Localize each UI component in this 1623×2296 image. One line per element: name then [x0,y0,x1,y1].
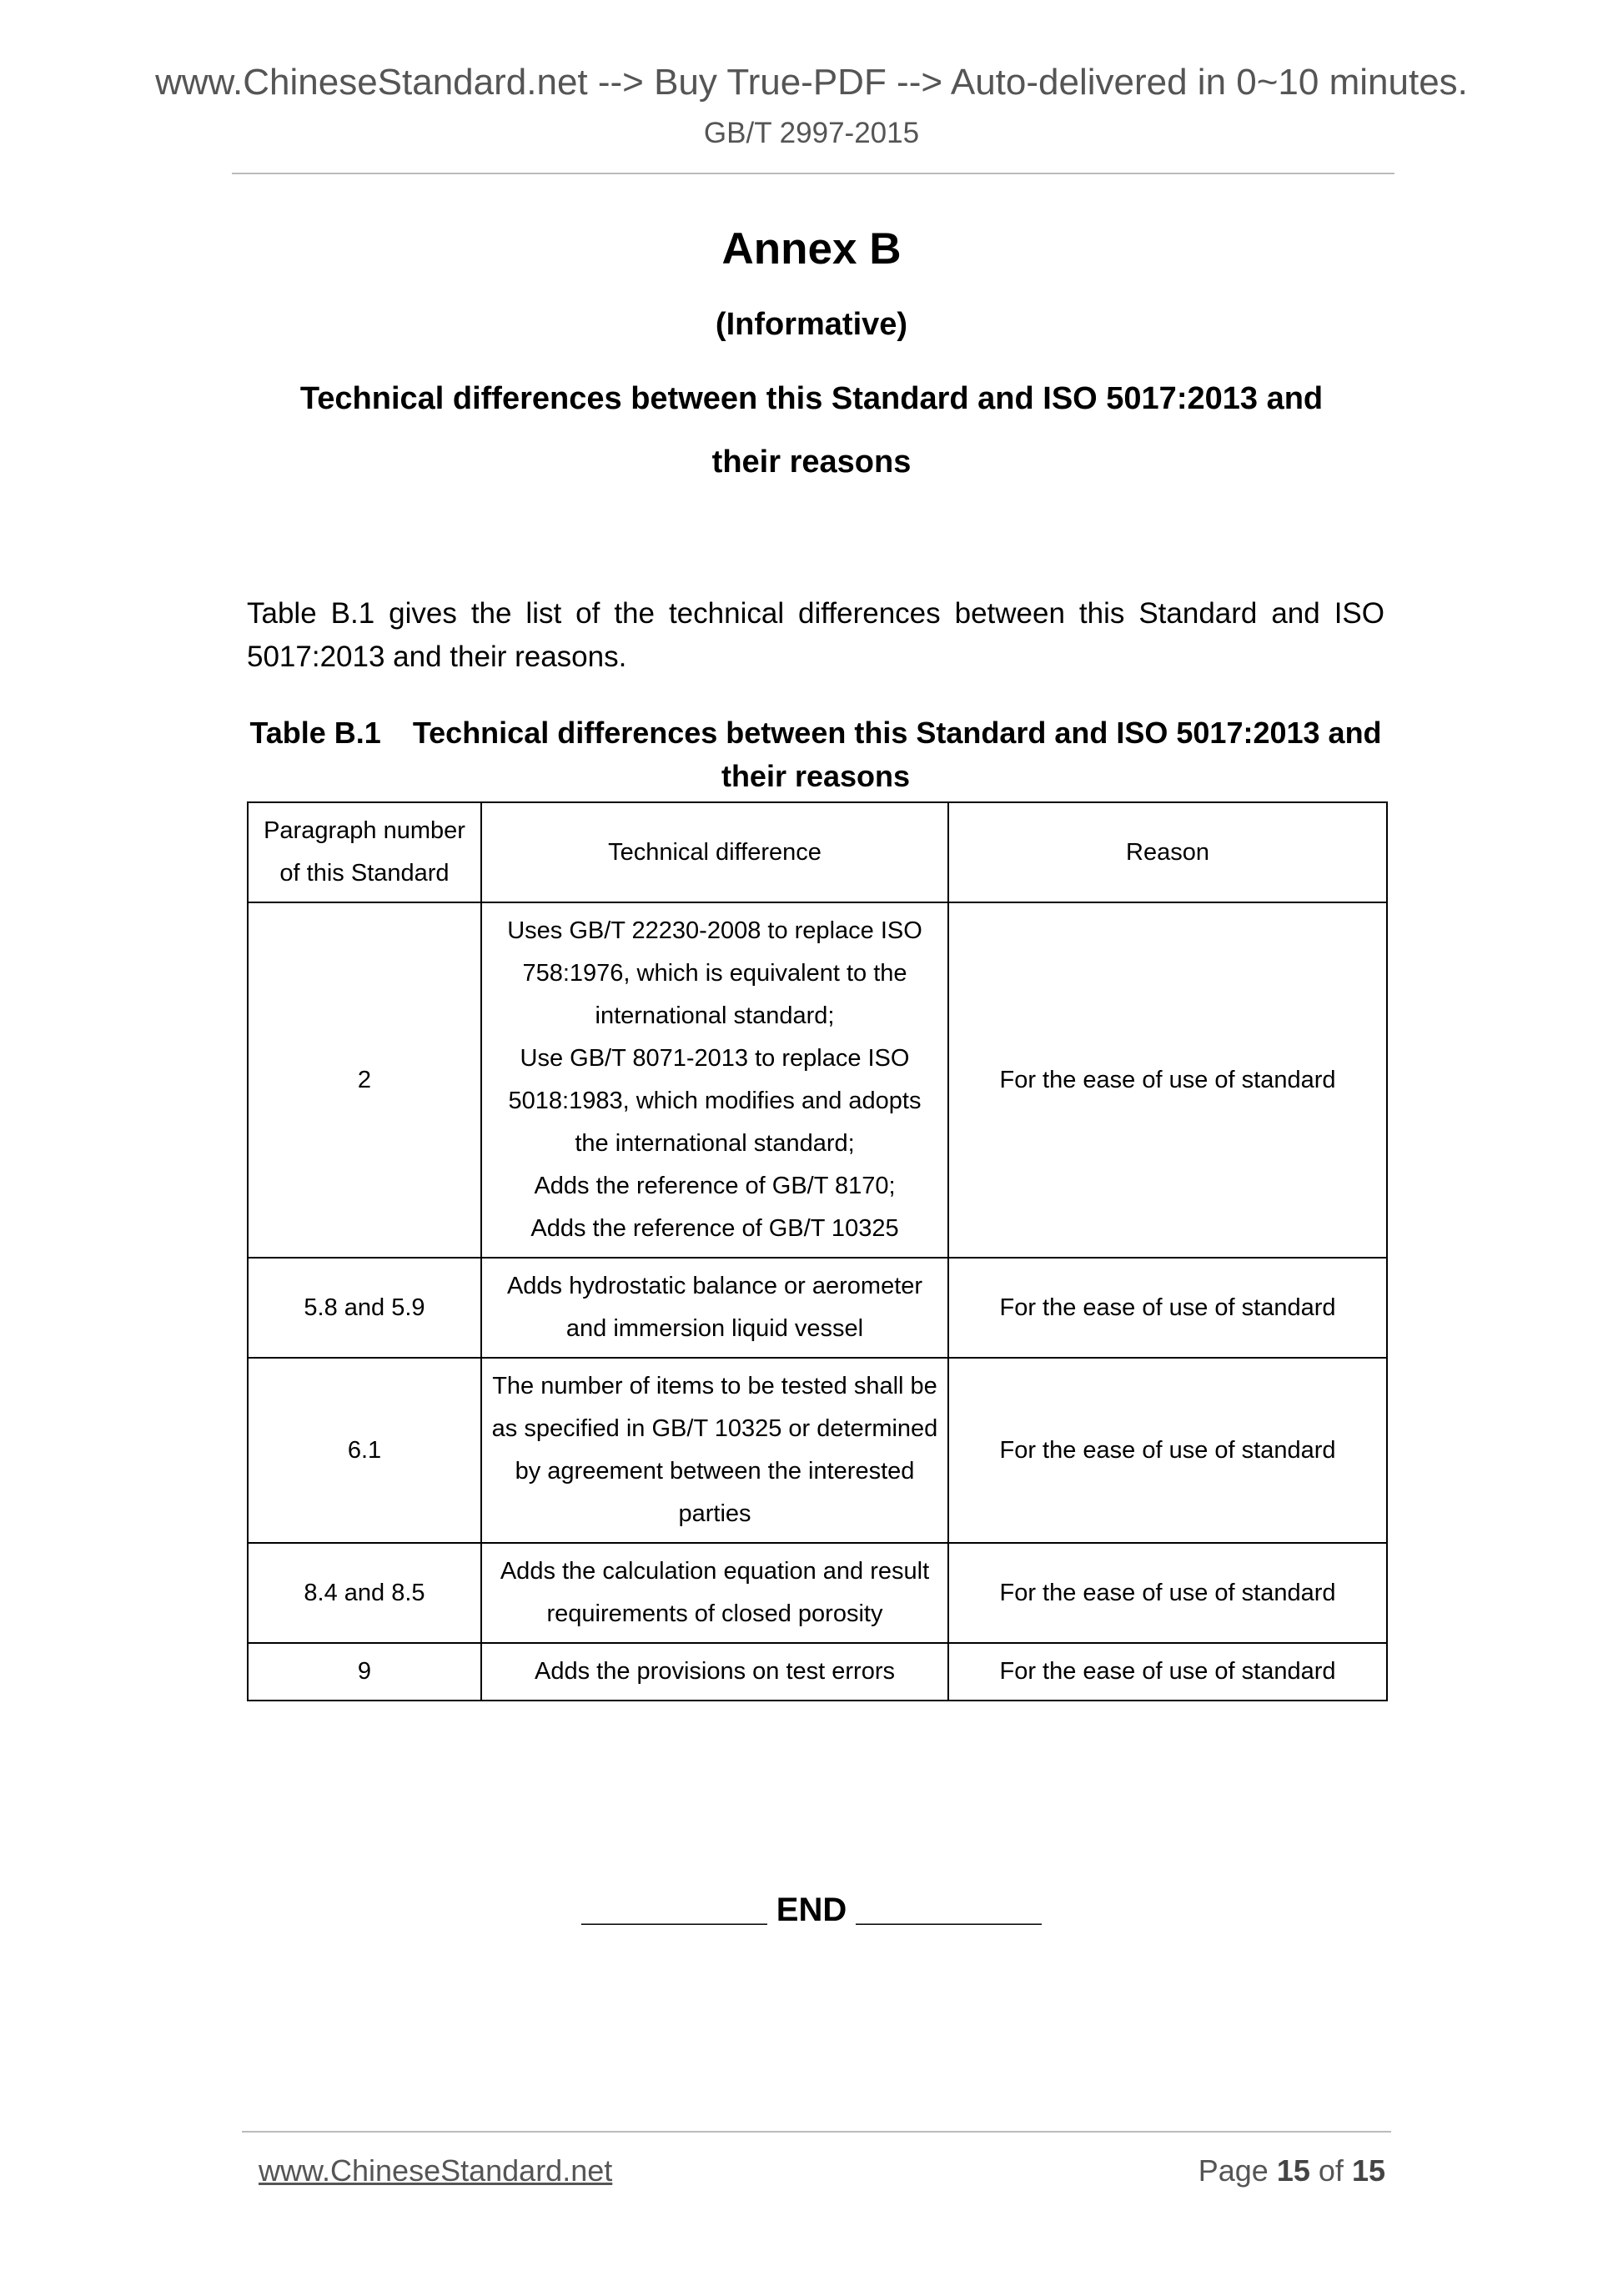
difference-line: and immersion liquid vessel [565,1315,864,1342]
page-word: Page [1198,2153,1269,2188]
differences-table [247,801,1388,1701]
header-paragraph-line1: Paragraph number [264,817,465,844]
cell-paragraph-number: 2 [248,902,481,1258]
table-row [248,1258,1387,1358]
cell-paragraph-number: 9 [248,1643,481,1701]
table-header-row [248,802,1387,902]
cell-technical-difference [481,902,948,1258]
difference-line: 758:1976, which is equivalent to the [522,960,907,987]
table-row [248,902,1387,1258]
header-divider [232,173,1394,174]
footer-site-link[interactable]: www.ChineseStandard.net [259,2153,613,2188]
cell-technical-difference [481,1643,948,1701]
cell-paragraph-number: 5.8 and 5.9 [248,1258,481,1358]
cell-reason: For the ease of use of standard [948,1258,1387,1358]
difference-line: Adds hydrostatic balance or aerometer [506,1273,923,1299]
annex-heading [267,367,1356,494]
difference-line: the international standard; [575,1130,855,1157]
table-caption [247,711,1384,798]
page-current: 15 [1276,2153,1310,2188]
cell-technical-difference [481,1358,948,1543]
header-reason: Reason [948,802,1387,902]
difference-line: parties [678,1500,751,1527]
cell-technical-difference [481,1258,948,1358]
footer-divider [242,2131,1391,2133]
header-paragraph-line2: of this Standard [279,860,450,887]
cell-reason: For the ease of use of standard [948,902,1387,1258]
difference-line: Uses GB/T 22230-2008 to replace ISO [507,917,922,944]
header-doc-code: GB/T 2997-2015 [703,117,920,149]
cell-paragraph-number: 6.1 [248,1358,481,1543]
table-row [248,1358,1387,1543]
page-number [1198,2153,1385,2188]
header-banner: www.ChineseStandard.net --> Buy True-PDF --> Auto-delivered in 0~10 minutes. [155,62,1468,103]
table-row [248,1643,1387,1701]
cell-reason: For the ease of use of standard [948,1358,1387,1543]
table-caption-text: Technical differences between this Standard and ISO 5017:2013 and their reasons [412,716,1382,793]
intro-paragraph: Table B.1 gives the list of the technical differences between this Standard and ISO 5017:2013 and their reasons. [247,597,1384,673]
difference-line: Adds the provisions on test errors [535,1658,895,1685]
annex-heading-line2: their reasons [711,445,912,480]
header-technical-difference: Technical difference [481,802,948,902]
difference-line: by agreement between the interested [515,1458,915,1485]
annex-title: Annex B [721,224,902,274]
cell-technical-difference [481,1543,948,1643]
difference-line: Use GB/T 8071-2013 to replace ISO [520,1045,910,1072]
end-marker: __________ END __________ [581,1892,1042,1928]
cell-reason: For the ease of use of standard [948,1543,1387,1643]
difference-line: requirements of closed porosity [546,1600,883,1627]
difference-line: as specified in GB/T 10325 or determined [491,1415,938,1442]
difference-line: 5018:1983, which modifies and adopts [508,1088,922,1114]
table-row [248,1543,1387,1643]
difference-line: The number of items to be tested shall be [492,1373,937,1399]
difference-line: international standard; [595,1002,835,1029]
difference-line: Adds the reference of GB/T 8170; [534,1173,896,1199]
header-paragraph-number [248,802,481,902]
annex-heading-line1: Technical differences between this Standard and ISO 5017:2013 and [299,381,1324,416]
page-of: of [1318,2153,1344,2188]
cell-reason: For the ease of use of standard [948,1643,1387,1701]
annex-subtitle: (Informative) [715,307,908,342]
table-body [248,902,1387,1701]
table-caption-label: Table B.1 [249,716,381,750]
page-total: 15 [1351,2153,1385,2188]
difference-line: Adds the calculation equation and result [500,1558,930,1585]
difference-line: Adds the reference of GB/T 10325 [530,1215,899,1242]
cell-paragraph-number: 8.4 and 8.5 [248,1543,481,1643]
